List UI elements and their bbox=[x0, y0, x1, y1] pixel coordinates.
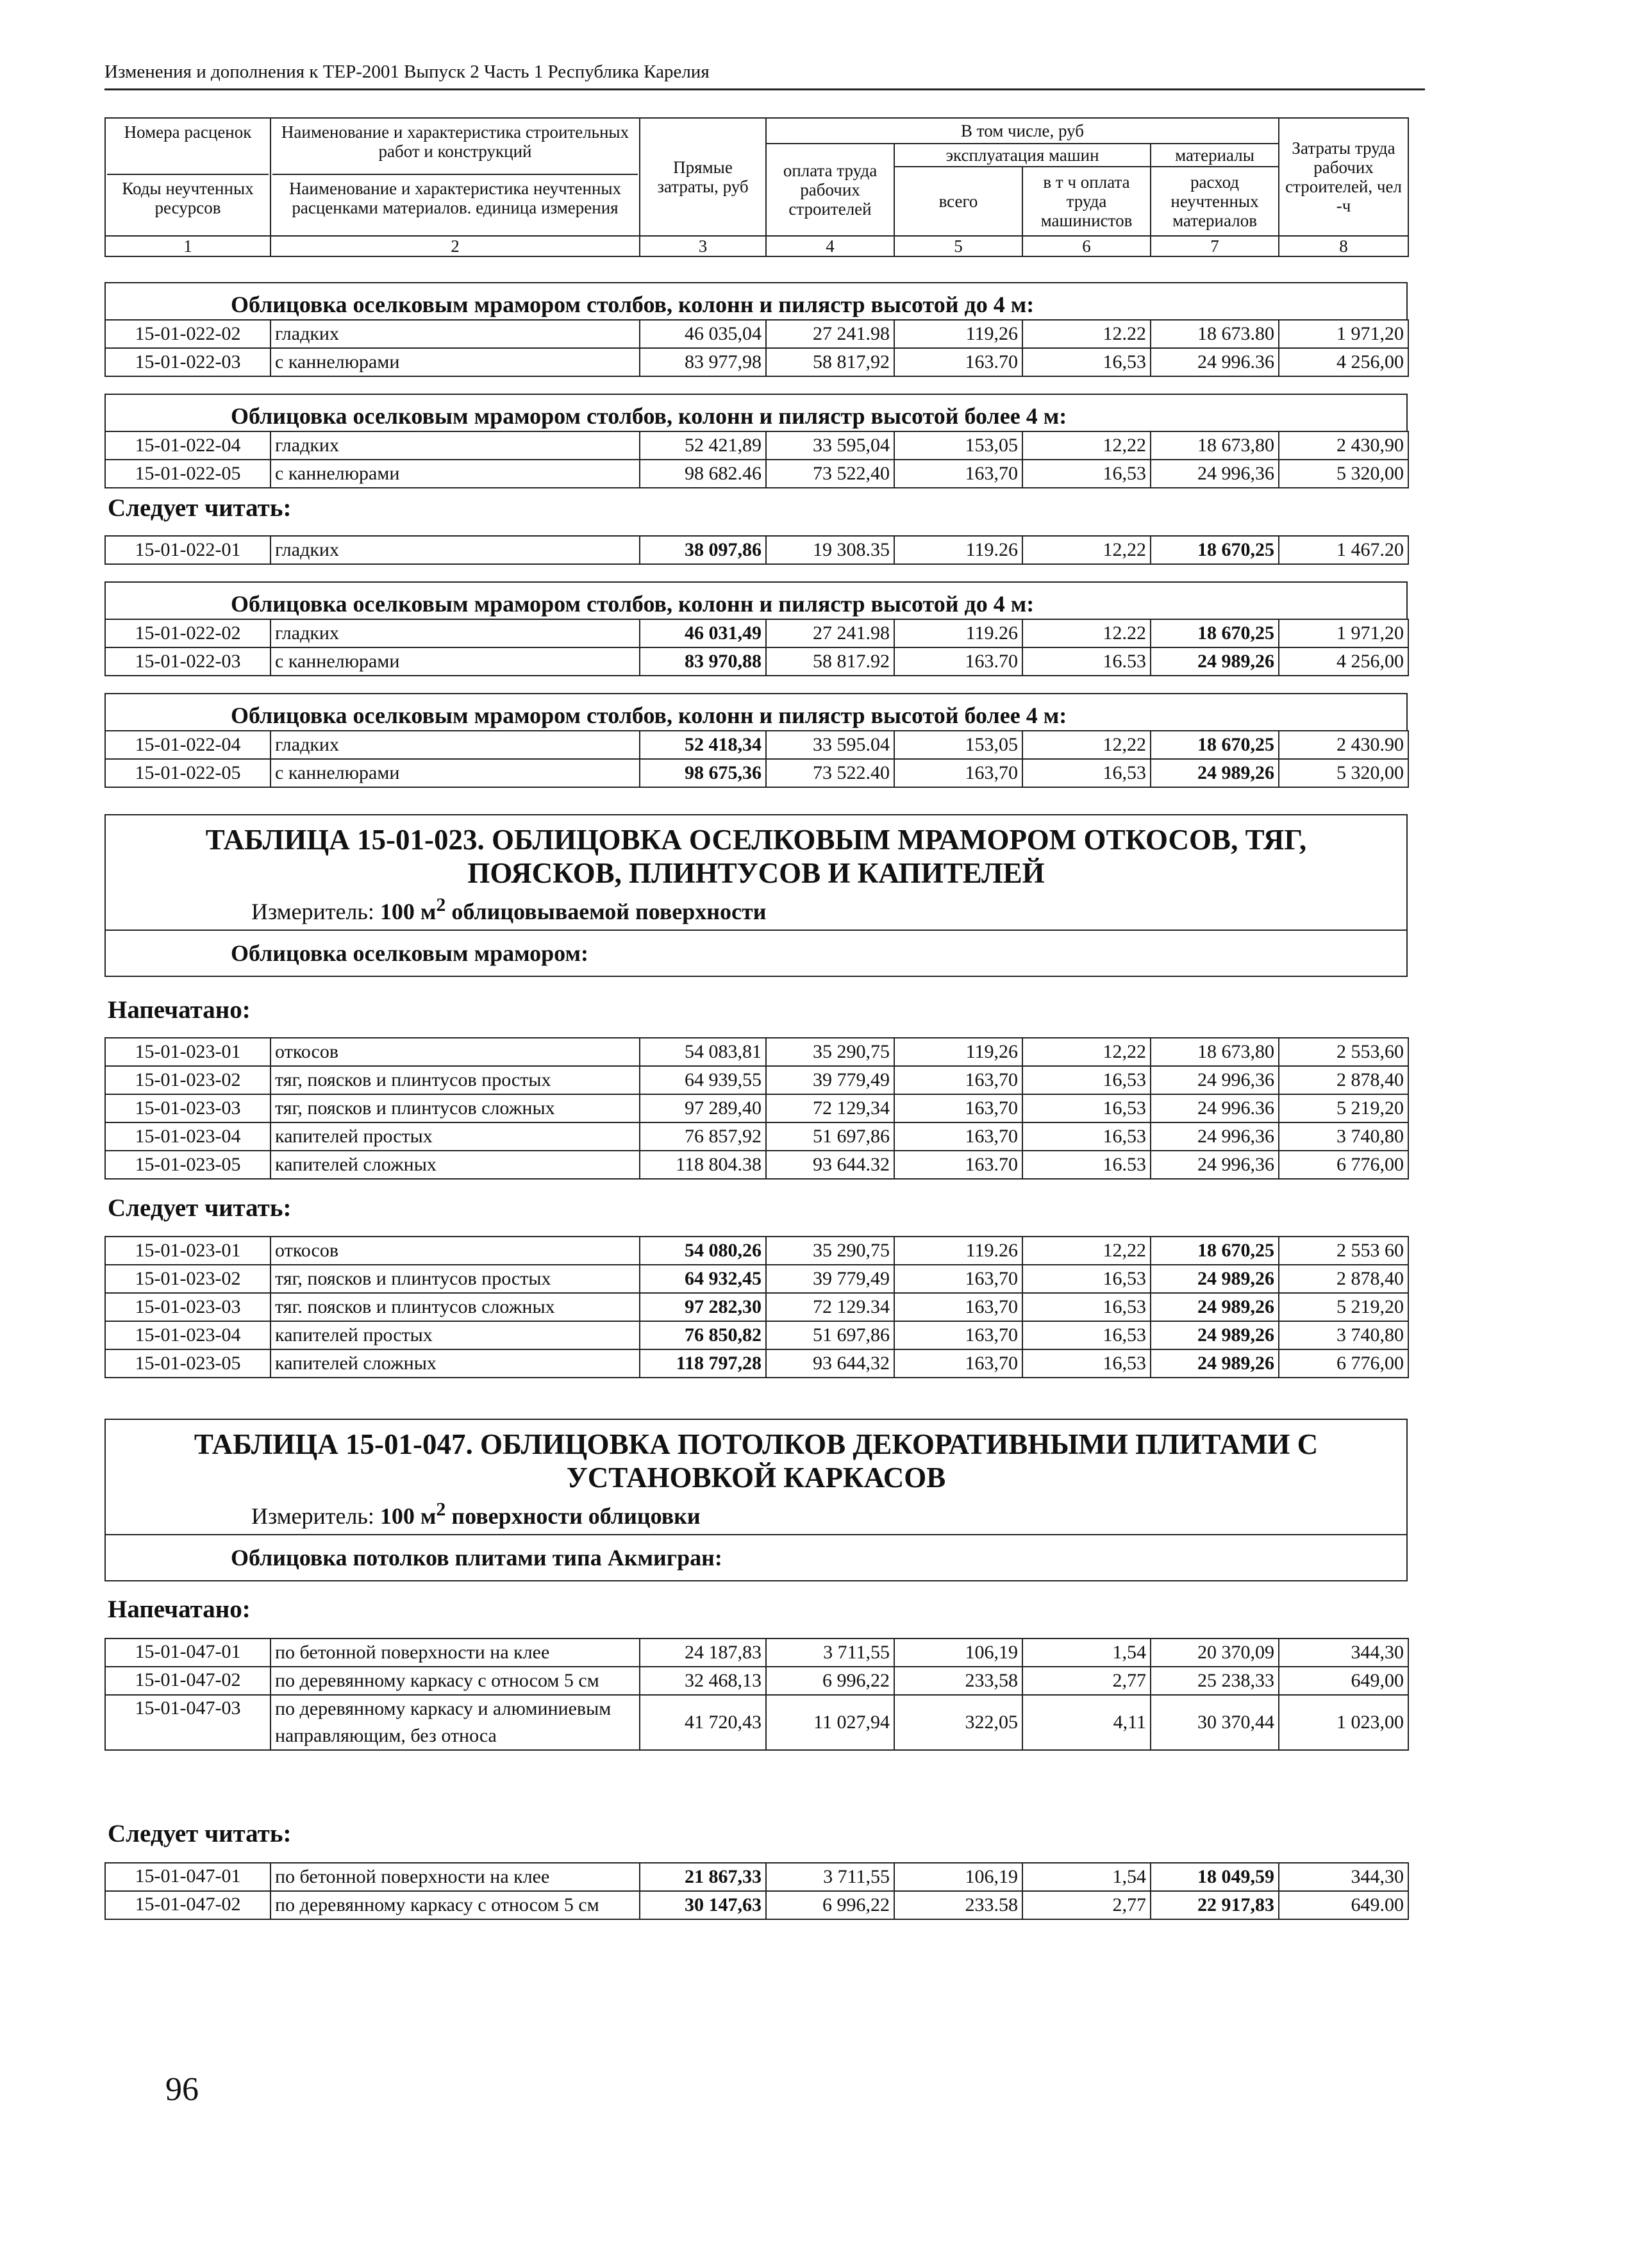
cell-labor-pay: 27 241.98 bbox=[766, 619, 894, 647]
cell-materials: 24 996.36 bbox=[1151, 1094, 1279, 1122]
cell-work-name: капителей простых bbox=[271, 1122, 640, 1151]
cell-labor-hours: 1 467.20 bbox=[1279, 536, 1408, 564]
col-num: 3 bbox=[640, 236, 766, 256]
cell-labor-hours: 649.00 bbox=[1279, 1891, 1408, 1919]
cell-work-name: откосов bbox=[271, 1038, 640, 1066]
cell-materials: 18 670,25 bbox=[1151, 536, 1279, 564]
col-num: 1 bbox=[105, 236, 271, 256]
table-row bbox=[105, 619, 1408, 647]
table-row bbox=[105, 1638, 1408, 1667]
cell-work-name: с каннелюрами bbox=[271, 348, 640, 376]
table-row bbox=[105, 1066, 1408, 1094]
cell-rate-code: 15-01-022-05 bbox=[105, 460, 271, 488]
cell-machine-total: 163,70 bbox=[894, 1349, 1022, 1378]
cell-work-name: тяг, поясков и плинтусов сложных bbox=[271, 1094, 640, 1122]
data-table bbox=[104, 431, 1409, 488]
cell-rate-code: 15-01-022-01 bbox=[105, 536, 271, 564]
col-head-name: Наименование и характеристика строительных работ и конструкций Наименование и характеристика неучтенных расценками материалов. единица измерения bbox=[271, 118, 640, 236]
cell-direct-cost: 98 682.46 bbox=[640, 460, 766, 488]
cell-labor-hours: 4 256,00 bbox=[1279, 348, 1408, 376]
cell-rate-code: 15-01-023-02 bbox=[105, 1265, 271, 1293]
cell-machinist-pay: 12,22 bbox=[1022, 1237, 1151, 1265]
cell-labor-pay: 51 697,86 bbox=[766, 1122, 894, 1151]
cell-rate-code: 15-01-022-03 bbox=[105, 647, 271, 676]
cell-machinist-pay: 16,53 bbox=[1022, 1094, 1151, 1122]
table-row bbox=[105, 1863, 1408, 1891]
cell-machinist-pay: 16,53 bbox=[1022, 759, 1151, 787]
col-num: 4 bbox=[766, 236, 894, 256]
cell-work-name: по деревянному каркасу с относом 5 см bbox=[271, 1667, 640, 1695]
table-row bbox=[105, 1265, 1408, 1293]
cell-materials: 30 370,44 bbox=[1151, 1695, 1279, 1750]
cell-rate-code: 15-01-023-02 bbox=[105, 1066, 271, 1094]
cell-rate-code: 15-01-047-01 bbox=[105, 1638, 271, 1667]
table-row bbox=[105, 536, 1408, 564]
table-row bbox=[105, 647, 1408, 676]
section-heading: Облицовка оселковым мрамором столбов, колонн и пилястр высотой более 4 м: bbox=[104, 394, 1408, 431]
cell-direct-cost: 98 675,36 bbox=[640, 759, 766, 787]
cell-labor-pay: 6 996,22 bbox=[766, 1667, 894, 1695]
data-table bbox=[104, 619, 1409, 676]
cell-rate-code: 15-01-047-02 bbox=[105, 1667, 271, 1695]
cell-labor-pay: 39 779,49 bbox=[766, 1066, 894, 1094]
t22-read bbox=[104, 535, 1408, 788]
cell-rate-code: 15-01-023-01 bbox=[105, 1237, 271, 1265]
cell-materials: 18 673,80 bbox=[1151, 1038, 1279, 1066]
cell-labor-pay: 73 522,40 bbox=[766, 460, 894, 488]
cell-machinist-pay: 16,53 bbox=[1022, 1349, 1151, 1378]
cell-work-name: по деревянному каркасу с относом 5 см bbox=[271, 1891, 640, 1919]
data-table bbox=[104, 1638, 1409, 1751]
cell-machine-total: 322,05 bbox=[894, 1695, 1022, 1750]
subsection-heading: Облицовка потолков плитами типа Акмигран: bbox=[231, 1545, 722, 1571]
cell-labor-hours: 344,30 bbox=[1279, 1863, 1408, 1891]
label-read: Следует читать: bbox=[108, 1194, 292, 1222]
data-table bbox=[104, 1862, 1409, 1920]
cell-machinist-pay: 16,53 bbox=[1022, 1066, 1151, 1094]
cell-labor-hours: 1 971,20 bbox=[1279, 320, 1408, 348]
section-heading: Облицовка оселковым мрамором столбов, колонн и пилястр высотой до 4 м: bbox=[104, 581, 1408, 619]
label-read: Следует читать: bbox=[108, 1820, 292, 1847]
cell-labor-hours: 2 430.90 bbox=[1279, 731, 1408, 759]
cell-rate-code: 15-01-022-04 bbox=[105, 731, 271, 759]
table-row bbox=[105, 1151, 1408, 1179]
table-row bbox=[105, 460, 1408, 488]
cell-work-name: гладких bbox=[271, 320, 640, 348]
cell-direct-cost: 46 031,49 bbox=[640, 619, 766, 647]
cell-materials: 24 989,26 bbox=[1151, 1321, 1279, 1349]
cell-materials: 24 996,36 bbox=[1151, 1151, 1279, 1179]
cell-rate-code: 15-01-023-04 bbox=[105, 1321, 271, 1349]
cell-machine-total: 119.26 bbox=[894, 1237, 1022, 1265]
cell-direct-cost: 32 468,13 bbox=[640, 1667, 766, 1695]
cell-labor-pay: 33 595,04 bbox=[766, 431, 894, 460]
cell-work-name: капителей сложных bbox=[271, 1349, 640, 1378]
cell-rate-code: 15-01-023-03 bbox=[105, 1094, 271, 1122]
table-row bbox=[105, 1891, 1408, 1919]
cell-labor-hours: 2 553 60 bbox=[1279, 1237, 1408, 1265]
table-row bbox=[105, 1038, 1408, 1066]
cell-work-name: гладких bbox=[271, 536, 640, 564]
cell-direct-cost: 46 035,04 bbox=[640, 320, 766, 348]
cell-machine-total: 233,58 bbox=[894, 1667, 1022, 1695]
table-row bbox=[105, 1094, 1408, 1122]
cell-materials: 18 670,25 bbox=[1151, 619, 1279, 647]
table-title-box bbox=[104, 1419, 1408, 1581]
cell-rate-code: 15-01-047-02 bbox=[105, 1891, 271, 1919]
cell-work-name: с каннелюрами bbox=[271, 460, 640, 488]
cell-materials: 24 989,26 bbox=[1151, 1349, 1279, 1378]
cell-labor-hours: 6 776,00 bbox=[1279, 1349, 1408, 1378]
table-title: ТАБЛИЦА 15-01-023. ОБЛИЦОВКА ОСЕЛКОВЫМ МРАМОРОМ ОТКОСОВ, ТЯГ, ПОЯСКОВ, ПЛИНТУСОВ И КАПИТЕЛЕЙ bbox=[205, 824, 1307, 889]
cell-materials: 24 989,26 bbox=[1151, 759, 1279, 787]
t47-read bbox=[104, 1862, 1408, 1920]
cell-machine-total: 119.26 bbox=[894, 536, 1022, 564]
col-num: 2 bbox=[271, 236, 640, 256]
cell-rate-code: 15-01-022-03 bbox=[105, 348, 271, 376]
cell-labor-pay: 35 290,75 bbox=[766, 1237, 894, 1265]
cell-machinist-pay: 16,53 bbox=[1022, 1321, 1151, 1349]
cell-machinist-pay: 2,77 bbox=[1022, 1891, 1151, 1919]
col-head-machines: эксплуатация машин bbox=[894, 144, 1151, 167]
cell-labor-pay: 33 595.04 bbox=[766, 731, 894, 759]
col-head-including: В том числе, руб bbox=[766, 118, 1279, 144]
cell-work-name: по бетонной поверхности на клее bbox=[271, 1863, 640, 1891]
cell-labor-hours: 649,00 bbox=[1279, 1667, 1408, 1695]
cell-labor-pay: 19 308.35 bbox=[766, 536, 894, 564]
cell-materials: 18 670,25 bbox=[1151, 1237, 1279, 1265]
col-num: 6 bbox=[1022, 236, 1151, 256]
cell-labor-pay: 72 129,34 bbox=[766, 1094, 894, 1122]
measure-unit: Измеритель: 100 $м^2$ поверхности облицовки bbox=[251, 1499, 701, 1529]
cell-labor-hours: 5 320,00 bbox=[1279, 460, 1408, 488]
col-head-machinists: в т ч оплата труда машинистов bbox=[1022, 167, 1151, 236]
cell-machine-total: 163,70 bbox=[894, 1066, 1022, 1094]
table-row bbox=[105, 1667, 1408, 1695]
cell-machinist-pay: 1,54 bbox=[1022, 1863, 1151, 1891]
cell-direct-cost: 97 282,30 bbox=[640, 1293, 766, 1321]
cell-rate-code: 15-01-023-05 bbox=[105, 1151, 271, 1179]
cell-labor-pay: 3 711,55 bbox=[766, 1863, 894, 1891]
data-table bbox=[104, 730, 1409, 788]
table-row bbox=[105, 1122, 1408, 1151]
t23-read bbox=[104, 1236, 1408, 1378]
cell-work-name: капителей простых bbox=[271, 1321, 640, 1349]
cell-direct-cost: 54 083,81 bbox=[640, 1038, 766, 1066]
cell-machine-total: 163,70 bbox=[894, 759, 1022, 787]
table-row bbox=[105, 1321, 1408, 1349]
cell-labor-pay: 73 522.40 bbox=[766, 759, 894, 787]
cell-machinist-pay: 12,22 bbox=[1022, 731, 1151, 759]
cell-labor-hours: 3 740,80 bbox=[1279, 1321, 1408, 1349]
cell-direct-cost: 76 857,92 bbox=[640, 1122, 766, 1151]
t47-printed bbox=[104, 1638, 1408, 1751]
table-title-box bbox=[104, 814, 1408, 977]
cell-materials: 20 370,09 bbox=[1151, 1638, 1279, 1667]
cell-labor-hours: 2 878,40 bbox=[1279, 1265, 1408, 1293]
data-table bbox=[104, 1236, 1409, 1378]
table-row bbox=[105, 1349, 1408, 1378]
cell-machinist-pay: 12,22 bbox=[1022, 431, 1151, 460]
data-table bbox=[104, 535, 1409, 565]
cell-work-name: откосов bbox=[271, 1237, 640, 1265]
col-head-materials: материалы bbox=[1151, 144, 1279, 167]
cell-direct-cost: 38 097,86 bbox=[640, 536, 766, 564]
cell-machinist-pay: 16,53 bbox=[1022, 1265, 1151, 1293]
cell-machine-total: 163,70 bbox=[894, 1265, 1022, 1293]
col-head-unaccounted: расход неучтенных материалов bbox=[1151, 167, 1279, 236]
cell-labor-pay: 58 817,92 bbox=[766, 348, 894, 376]
table-row bbox=[105, 731, 1408, 759]
cell-direct-cost: 52 418,34 bbox=[640, 731, 766, 759]
cell-direct-cost: 64 932,45 bbox=[640, 1265, 766, 1293]
cell-labor-pay: 27 241.98 bbox=[766, 320, 894, 348]
cell-direct-cost: 52 421,89 bbox=[640, 431, 766, 460]
cell-machinist-pay: 12.22 bbox=[1022, 320, 1151, 348]
cell-materials: 18 673.80 bbox=[1151, 320, 1279, 348]
data-table bbox=[104, 319, 1409, 377]
cell-machinist-pay: 16,53 bbox=[1022, 1293, 1151, 1321]
col-num: 7 bbox=[1151, 236, 1279, 256]
cell-direct-cost: 21 867,33 bbox=[640, 1863, 766, 1891]
cell-direct-cost: 83 977,98 bbox=[640, 348, 766, 376]
col-head-total: всего bbox=[894, 167, 1022, 236]
label-printed: Напечатано: bbox=[108, 996, 251, 1024]
cell-labor-hours: 1 971,20 bbox=[1279, 619, 1408, 647]
cell-machine-total: 163.70 bbox=[894, 647, 1022, 676]
cell-materials: 22 917,83 bbox=[1151, 1891, 1279, 1919]
data-table bbox=[104, 1037, 1409, 1180]
cell-machine-total: 163,70 bbox=[894, 460, 1022, 488]
cell-work-name: по деревянному каркасу и алюминиевым направляющим, без относа bbox=[271, 1695, 640, 1750]
section-heading: Облицовка оселковым мрамором столбов, колонн и пилястр высотой более 4 м: bbox=[104, 693, 1408, 730]
cell-labor-pay: 11 027,94 bbox=[766, 1695, 894, 1750]
cell-work-name: с каннелюрами bbox=[271, 647, 640, 676]
cell-labor-hours: 5 219,20 bbox=[1279, 1293, 1408, 1321]
cell-materials: 24 996.36 bbox=[1151, 348, 1279, 376]
cell-work-name: капителей сложных bbox=[271, 1151, 640, 1179]
table-row bbox=[105, 1695, 1408, 1750]
cell-machine-total: 106,19 bbox=[894, 1863, 1022, 1891]
cell-machine-total: 153,05 bbox=[894, 431, 1022, 460]
table-row bbox=[105, 1237, 1408, 1265]
cell-work-name: гладких bbox=[271, 731, 640, 759]
col-num: 5 bbox=[894, 236, 1022, 256]
cell-labor-hours: 6 776,00 bbox=[1279, 1151, 1408, 1179]
cell-direct-cost: 97 289,40 bbox=[640, 1094, 766, 1122]
header-rule bbox=[104, 88, 1425, 90]
cell-work-name: гладких bbox=[271, 619, 640, 647]
cell-machinist-pay: 12,22 bbox=[1022, 536, 1151, 564]
col-head-labor: Затраты труда рабочих строителей, чел -ч bbox=[1279, 118, 1408, 236]
cell-labor-pay: 93 644.32 bbox=[766, 1151, 894, 1179]
cell-materials: 24 989,26 bbox=[1151, 1293, 1279, 1321]
cell-machinist-pay: 16,53 bbox=[1022, 1122, 1151, 1151]
cell-machinist-pay: 16.53 bbox=[1022, 647, 1151, 676]
cell-direct-cost: 24 187,83 bbox=[640, 1638, 766, 1667]
col-head-pay: оплата труда рабочих строителей bbox=[766, 144, 894, 236]
cell-machine-total: 233.58 bbox=[894, 1891, 1022, 1919]
cell-direct-cost: 30 147,63 bbox=[640, 1891, 766, 1919]
cell-labor-pay: 39 779,49 bbox=[766, 1265, 894, 1293]
cell-rate-code: 15-01-023-05 bbox=[105, 1349, 271, 1378]
cell-direct-cost: 83 970,88 bbox=[640, 647, 766, 676]
cell-labor-hours: 2 878,40 bbox=[1279, 1066, 1408, 1094]
cell-machinist-pay: 12,22 bbox=[1022, 1038, 1151, 1066]
cell-rate-code: 15-01-023-03 bbox=[105, 1293, 271, 1321]
cell-machinist-pay: 1,54 bbox=[1022, 1638, 1151, 1667]
table-row bbox=[105, 348, 1408, 376]
cell-machine-total: 163,70 bbox=[894, 1321, 1022, 1349]
cell-labor-pay: 6 996,22 bbox=[766, 1891, 894, 1919]
cell-materials: 18 049,59 bbox=[1151, 1863, 1279, 1891]
cell-machine-total: 153,05 bbox=[894, 731, 1022, 759]
cell-materials: 18 673,80 bbox=[1151, 431, 1279, 460]
label-read: Следует читать: bbox=[108, 494, 292, 522]
cell-work-name: по бетонной поверхности на клее bbox=[271, 1638, 640, 1667]
cell-machine-total: 163.70 bbox=[894, 348, 1022, 376]
cell-materials: 25 238,33 bbox=[1151, 1667, 1279, 1695]
col-head-direct: Прямые затраты, руб bbox=[640, 118, 766, 236]
cell-materials: 24 989,26 bbox=[1151, 647, 1279, 676]
cell-labor-hours: 1 023,00 bbox=[1279, 1695, 1408, 1750]
cell-machine-total: 163,70 bbox=[894, 1094, 1022, 1122]
cell-machinist-pay: 2,77 bbox=[1022, 1667, 1151, 1695]
cell-rate-code: 15-01-022-04 bbox=[105, 431, 271, 460]
cell-labor-hours: 5 219,20 bbox=[1279, 1094, 1408, 1122]
cell-rate-code: 15-01-022-02 bbox=[105, 619, 271, 647]
cell-work-name: тяг. поясков и плинтусов сложных bbox=[271, 1293, 640, 1321]
measure-unit: Измеритель: 100 $м^2$ облицовываемой поверхности bbox=[251, 894, 767, 924]
table-row bbox=[105, 1293, 1408, 1321]
cell-materials: 24 989,26 bbox=[1151, 1265, 1279, 1293]
table-row bbox=[105, 431, 1408, 460]
table-title: ТАБЛИЦА 15-01-047. ОБЛИЦОВКА ПОТОЛКОВ ДЕКОРАТИВНЫМИ ПЛИТАМИ С УСТАНОВКОЙ КАРКАСОВ bbox=[194, 1428, 1319, 1494]
cell-direct-cost: 76 850,82 bbox=[640, 1321, 766, 1349]
cell-work-name: тяг, поясков и плинтусов простых bbox=[271, 1265, 640, 1293]
cell-labor-pay: 93 644,32 bbox=[766, 1349, 894, 1378]
cell-labor-hours: 344,30 bbox=[1279, 1638, 1408, 1667]
cell-machine-total: 119,26 bbox=[894, 1038, 1022, 1066]
cell-machinist-pay: 12.22 bbox=[1022, 619, 1151, 647]
t23-printed bbox=[104, 1037, 1408, 1180]
cell-materials: 18 670,25 bbox=[1151, 731, 1279, 759]
cell-direct-cost: 41 720,43 bbox=[640, 1695, 766, 1750]
cell-rate-code: 15-01-022-02 bbox=[105, 320, 271, 348]
cell-materials: 24 996,36 bbox=[1151, 1066, 1279, 1094]
cell-machine-total: 163,70 bbox=[894, 1122, 1022, 1151]
cell-labor-hours: 5 320,00 bbox=[1279, 759, 1408, 787]
cell-rate-code: 15-01-047-03 bbox=[105, 1695, 271, 1750]
table-row bbox=[105, 759, 1408, 787]
cell-labor-pay: 72 129.34 bbox=[766, 1293, 894, 1321]
cell-direct-cost: 118 804.38 bbox=[640, 1151, 766, 1179]
cell-direct-cost: 54 080,26 bbox=[640, 1237, 766, 1265]
col-num: 8 bbox=[1279, 236, 1408, 256]
cell-labor-pay: 35 290,75 bbox=[766, 1038, 894, 1066]
cell-machinist-pay: 16,53 bbox=[1022, 348, 1151, 376]
cell-machinist-pay: 4,11 bbox=[1022, 1695, 1151, 1750]
cell-labor-hours: 4 256,00 bbox=[1279, 647, 1408, 676]
cell-materials: 24 996,36 bbox=[1151, 1122, 1279, 1151]
running-header: Изменения и дополнения к ТЕР-2001 Выпуск 2 Часть 1 Республика Карелия bbox=[104, 62, 710, 82]
cell-rate-code: 15-01-023-01 bbox=[105, 1038, 271, 1066]
cell-machine-total: 106,19 bbox=[894, 1638, 1022, 1667]
cell-materials: 24 996,36 bbox=[1151, 460, 1279, 488]
t22-printed bbox=[104, 282, 1408, 488]
cell-machinist-pay: 16,53 bbox=[1022, 460, 1151, 488]
label-printed: Напечатано: bbox=[108, 1596, 251, 1623]
cell-work-name: тяг, поясков и плинтусов простых bbox=[271, 1066, 640, 1094]
subsection-heading: Облицовка оселковым мрамором: bbox=[231, 940, 588, 966]
cell-labor-hours: 2 553,60 bbox=[1279, 1038, 1408, 1066]
cell-labor-pay: 51 697,86 bbox=[766, 1321, 894, 1349]
column-header bbox=[104, 117, 1408, 257]
cell-direct-cost: 64 939,55 bbox=[640, 1066, 766, 1094]
cell-labor-pay: 58 817.92 bbox=[766, 647, 894, 676]
cell-work-name: с каннелюрами bbox=[271, 759, 640, 787]
cell-labor-hours: 2 430,90 bbox=[1279, 431, 1408, 460]
cell-rate-code: 15-01-047-01 bbox=[105, 1863, 271, 1891]
page-number: 96 bbox=[165, 2071, 199, 2108]
cell-labor-pay: 3 711,55 bbox=[766, 1638, 894, 1667]
table-row bbox=[105, 320, 1408, 348]
cell-machine-total: 119,26 bbox=[894, 320, 1022, 348]
section-heading: Облицовка оселковым мрамором столбов, колонн и пилястр высотой до 4 м: bbox=[104, 282, 1408, 319]
cell-labor-hours: 3 740,80 bbox=[1279, 1122, 1408, 1151]
col-head-codes: Номера расценок Коды неучтенных ресурсов bbox=[105, 118, 271, 236]
cell-machine-total: 163.70 bbox=[894, 1151, 1022, 1179]
cell-machine-total: 163,70 bbox=[894, 1293, 1022, 1321]
cell-rate-code: 15-01-022-05 bbox=[105, 759, 271, 787]
cell-rate-code: 15-01-023-04 bbox=[105, 1122, 271, 1151]
cell-direct-cost: 118 797,28 bbox=[640, 1349, 766, 1378]
cell-machinist-pay: 16.53 bbox=[1022, 1151, 1151, 1179]
cell-machine-total: 119.26 bbox=[894, 619, 1022, 647]
cell-work-name: гладких bbox=[271, 431, 640, 460]
